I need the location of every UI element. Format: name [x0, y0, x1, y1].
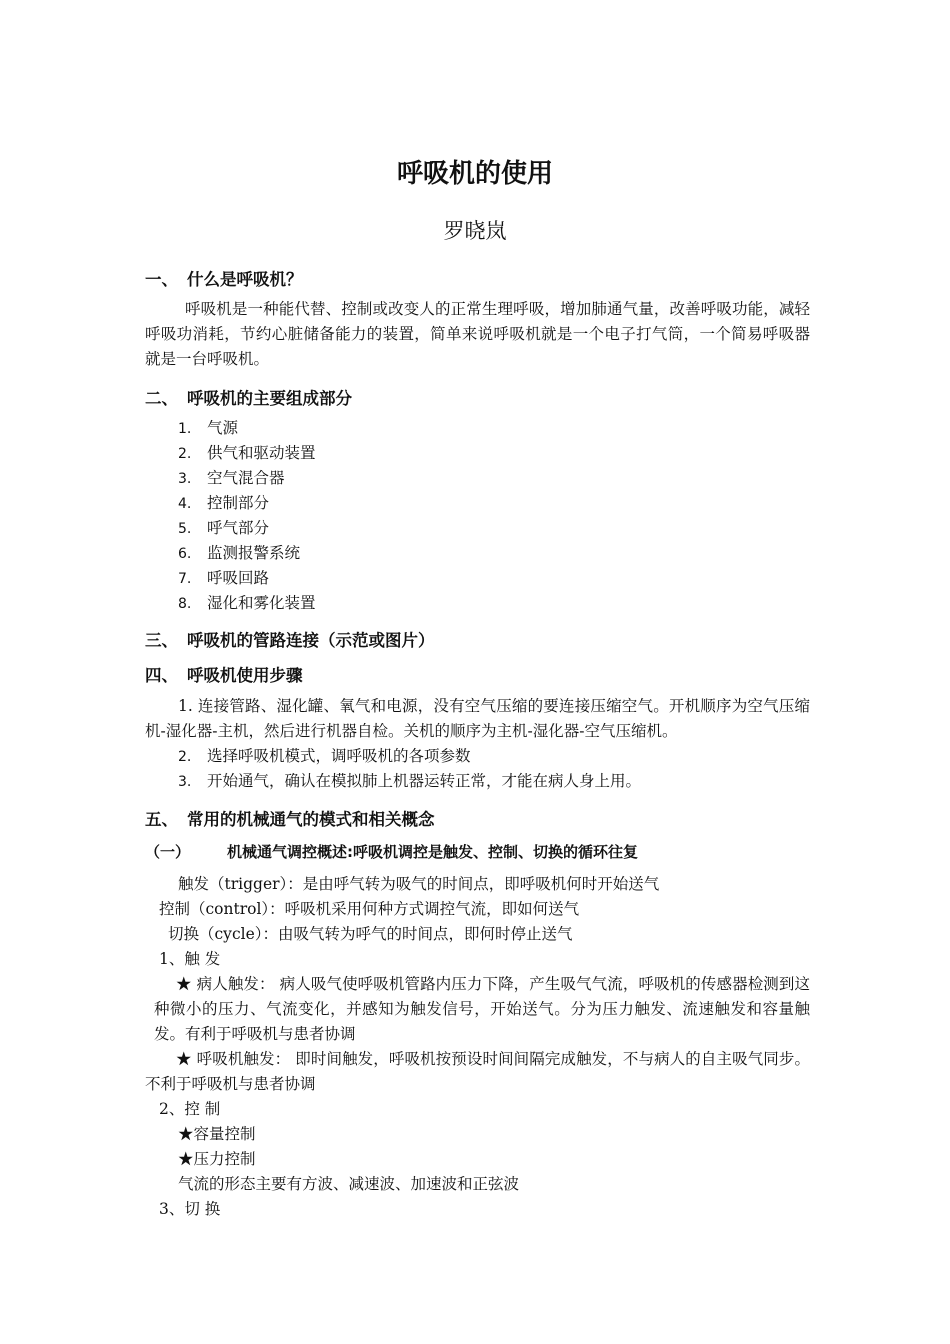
machine-trigger-paragraph: ★ 呼吸机触发： 即时间触发，呼吸机按预设时间间隔完成触发，不与病人的自主吸气同步。不利于呼吸机与患者协调: [145, 1050, 810, 1093]
list-item: 8. 湿化和雾化装置: [178, 594, 316, 612]
section-1-heading: [145, 266, 303, 290]
list-item: 3. 空气混合器: [178, 469, 285, 487]
page-title: 呼吸机的使用: [396, 159, 553, 189]
control-definition: 控制（control）：呼吸机采用何种方式调控气流，即如何送气: [159, 900, 580, 918]
list-item: 2. 选择呼吸机模式，调呼吸机的各项参数: [178, 747, 471, 765]
list-item: 2. 供气和驱动装置: [178, 444, 316, 462]
section-1-paragraph: 呼吸机是一种能代替、控制或改变人的正常生理呼吸，增加肺通气量，改善呼吸功能，减轻 呼吸功消耗，节约心脏储备能力的装置，简单来说呼吸机就是一个电子打气筒，一个简易呼吸器就是一台呼吸机。: [145, 300, 810, 368]
control-heading: 2、控 制: [159, 1100, 221, 1118]
subsection-heading: [145, 841, 638, 862]
list-item: 1. 气源: [178, 419, 239, 437]
section-5-number: 五、: [145, 810, 178, 829]
section-2-title: 呼吸机的主要组成部分: [187, 389, 352, 408]
cycle-heading: 3、切 换: [159, 1200, 221, 1218]
list-item: 4. 控制部分: [178, 494, 270, 512]
list-item: 7. 呼吸回路: [178, 569, 270, 587]
section-2-number: 二、: [145, 389, 178, 408]
patient-trigger-paragraph: ★ 病人触发： 病人吸气使呼吸机管路内压力下降，产生吸气气流，呼吸机的传感器检测到这种微小的压力、气流变化，并感知为触发信号，开始送气。分为压力触发、流速触发和容量触发。有利于呼吸机与患者协调: [154, 975, 810, 1043]
pressure-control-item: ★压力控制: [178, 1150, 256, 1168]
step-1-paragraph: 1. 连接管路、湿化罐、氧气和电源，没有空气压缩的要连接压缩空气。开机顺序为空气压缩机-湿化器-主机，然后进行机器自检。关机的顺序为主机-湿化器-空气压缩机。: [145, 697, 810, 740]
cycle-definition: 切换（cycle）：由吸气转为呼气的时间点，即何时停止送气: [168, 925, 573, 943]
section-1-title: 什么是呼吸机？: [187, 270, 303, 289]
author-name: 罗晓岚: [443, 219, 507, 243]
trigger-definition: 触发（trigger）：是由呼气转为吸气的时间点，即呼吸机何时开始送气: [178, 875, 660, 893]
section-1-number: 一、: [145, 270, 178, 289]
section-3-title: 呼吸机的管路连接（示范或图片）: [187, 631, 435, 650]
section-4-title: 呼吸机使用步骤: [187, 666, 303, 685]
section-3-heading: [145, 627, 435, 651]
section-3-number: 三、: [145, 631, 178, 650]
list-item: 6. 监测报警系统: [178, 544, 301, 562]
waveforms-text: 气流的形态主要有方波、减速波、加速波和正弦波: [178, 1175, 520, 1193]
section-5-heading: [145, 806, 435, 830]
section-4-heading: [145, 662, 303, 686]
list-item: 5. 呼气部分: [178, 519, 270, 537]
trigger-heading: 1、触 发: [159, 950, 221, 968]
section-2-heading: [145, 385, 352, 409]
subsection-title: 机械通气调控概述:呼吸机调控是触发、控制、切换的循环往复: [227, 843, 639, 861]
subsection-number: （一）: [145, 843, 191, 861]
list-item: 3. 开始通气，确认在模拟肺上机器运转正常，才能在病人身上用。: [178, 772, 642, 790]
section-4-number: 四、: [145, 666, 178, 685]
volume-control-item: ★容量控制: [178, 1125, 256, 1143]
section-5-title: 常用的机械通气的模式和相关概念: [187, 810, 435, 829]
